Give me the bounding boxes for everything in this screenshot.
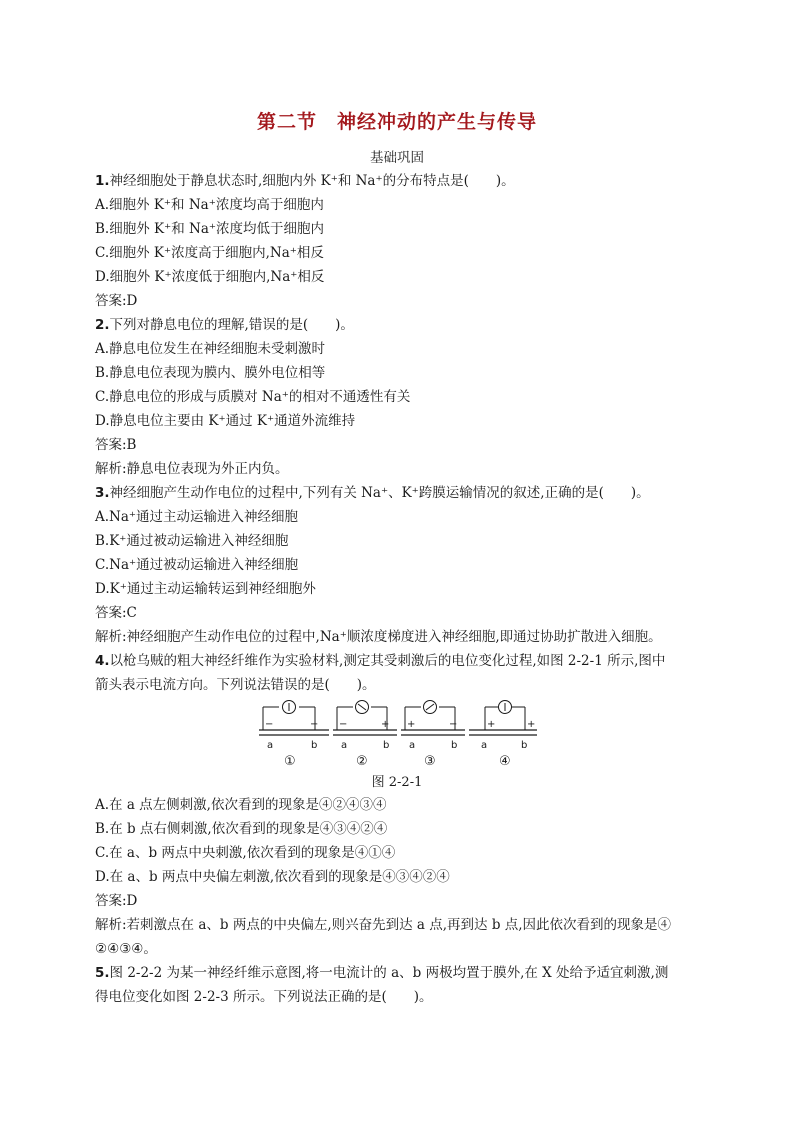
option-d: D.静息电位主要由 K⁺通过 K⁺通道外流维持 (95, 413, 356, 429)
electrode-label-b: b (521, 740, 528, 751)
question-stem: 神经细胞处于静息状态时,细胞内外 K⁺和 Na⁺的分布特点是( )。 (109, 173, 515, 189)
electrode-label-a: a (409, 740, 416, 751)
option-b: B.在 b 点右侧刺激,依次看到的现象是④③④②④ (95, 821, 388, 837)
figure-panel-4 (469, 701, 537, 770)
sign-label: − (449, 719, 458, 730)
figure-panel-3 (401, 701, 465, 770)
question-2 (95, 315, 354, 335)
option-d: D.K⁺通过主动运输转运到神经细胞外 (95, 581, 316, 597)
electrode-label-a: a (341, 740, 348, 751)
sign-label: + (487, 719, 496, 730)
question-number: 4. (95, 653, 110, 669)
analysis: 解析:若刺激点在 a、b 两点的中央偏左,则兴奋先到达 a 点,再到达 b 点,因此依次看到的现象是④ (95, 917, 672, 933)
question-1 (95, 171, 515, 191)
panel-label: ③ (424, 754, 436, 769)
sign-label: − (339, 719, 348, 730)
question-stem: 图 2-2-2 为某一神经纤维示意图,将一电流计的 a、b 两极均置于膜外,在 X 处给予适宜刺激,测 (109, 965, 669, 981)
sign-label: − (265, 719, 274, 730)
sign-label: − (310, 719, 319, 730)
option-a: A.Na⁺通过主动运输进入神经细胞 (95, 509, 299, 525)
sign-label: + (407, 719, 416, 730)
electrode-label-a: a (267, 740, 274, 751)
figure-panel-1 (259, 701, 329, 770)
option-c: C.Na⁺通过被动运输进入神经细胞 (95, 557, 299, 573)
question-number: 3. (95, 485, 110, 501)
electrode-label-b: b (383, 740, 390, 751)
sign-label: + (527, 719, 536, 730)
sign-label: + (381, 719, 390, 730)
question-4 (95, 651, 665, 671)
option-c: C.静息电位的形成与质膜对 Na⁺的相对不通透性有关 (95, 389, 411, 405)
figure-caption: 图 2-2-1 (371, 775, 423, 790)
figure-2-2-1 (255, 694, 545, 770)
answer: 答案:B (95, 437, 137, 453)
question-stem: 神经细胞产生动作电位的过程中,下列有关 Na⁺、K⁺跨膜运输情况的叙述,正确的是( )。 (109, 485, 650, 501)
question-stem-continued: 箭头表示电流方向。下列说法错误的是( )。 (95, 677, 376, 693)
option-c: C.在 a、b 两点中央刺激,依次看到的现象是④①④ (95, 845, 396, 861)
figure-panel-2 (333, 701, 397, 770)
question-stem: 下列对静息电位的理解,错误的是( )。 (109, 317, 354, 333)
option-d: D.在 a、b 两点中央偏左刺激,依次看到的现象是④③④②④ (95, 869, 450, 885)
page-title: 第二节 神经冲动的产生与传导 (256, 111, 537, 133)
section-heading: 基础巩固 (370, 150, 424, 166)
option-b: B.细胞外 K⁺和 Na⁺浓度均低于细胞内 (95, 221, 324, 237)
question-3 (95, 483, 650, 503)
electrode-label-b: b (311, 740, 318, 751)
option-a: A.静息电位发生在神经细胞未受刺激时 (95, 341, 326, 357)
analysis: 解析:静息电位表现为外正内负。 (95, 461, 289, 477)
panel-label: ① (284, 754, 296, 769)
option-b: B.K⁺通过被动运输进入神经细胞 (95, 533, 289, 549)
question-stem-continued: 得电位变化如图 2-2-3 所示。下列说法正确的是( )。 (95, 989, 433, 1005)
panel-label: ④ (499, 754, 511, 769)
answer: 答案:D (95, 893, 138, 909)
option-d: D.细胞外 K⁺浓度低于细胞内,Na⁺相反 (95, 269, 325, 285)
panel-label: ② (356, 754, 368, 769)
analysis-continued: ②④③④。 (95, 941, 157, 957)
electrode-label-b: b (451, 740, 458, 751)
question-stem: 以枪乌贼的粗大神经纤维作为实验材料,测定其受刺激后的电位变化过程,如图 2-2-1 所示,图中 (109, 653, 666, 669)
question-number: 1. (95, 173, 110, 189)
electrode-label-a: a (481, 740, 488, 751)
option-c: C.细胞外 K⁺浓度高于细胞内,Na⁺相反 (95, 245, 324, 261)
option-b: B.静息电位表现为膜内、膜外电位相等 (95, 365, 326, 381)
option-a: A.细胞外 K⁺和 Na⁺浓度均高于细胞内 (95, 197, 324, 213)
answer: 答案:D (95, 293, 138, 309)
question-number: 5. (95, 965, 110, 981)
question-5 (95, 963, 668, 983)
option-a: A.在 a 点左侧刺激,依次看到的现象是④②④③④ (95, 797, 387, 813)
analysis: 解析:神经细胞产生动作电位的过程中,Na⁺顺浓度梯度进入神经细胞,即通过协助扩散进入细胞。 (95, 629, 662, 645)
answer: 答案:C (95, 605, 137, 621)
question-number: 2. (95, 317, 110, 333)
